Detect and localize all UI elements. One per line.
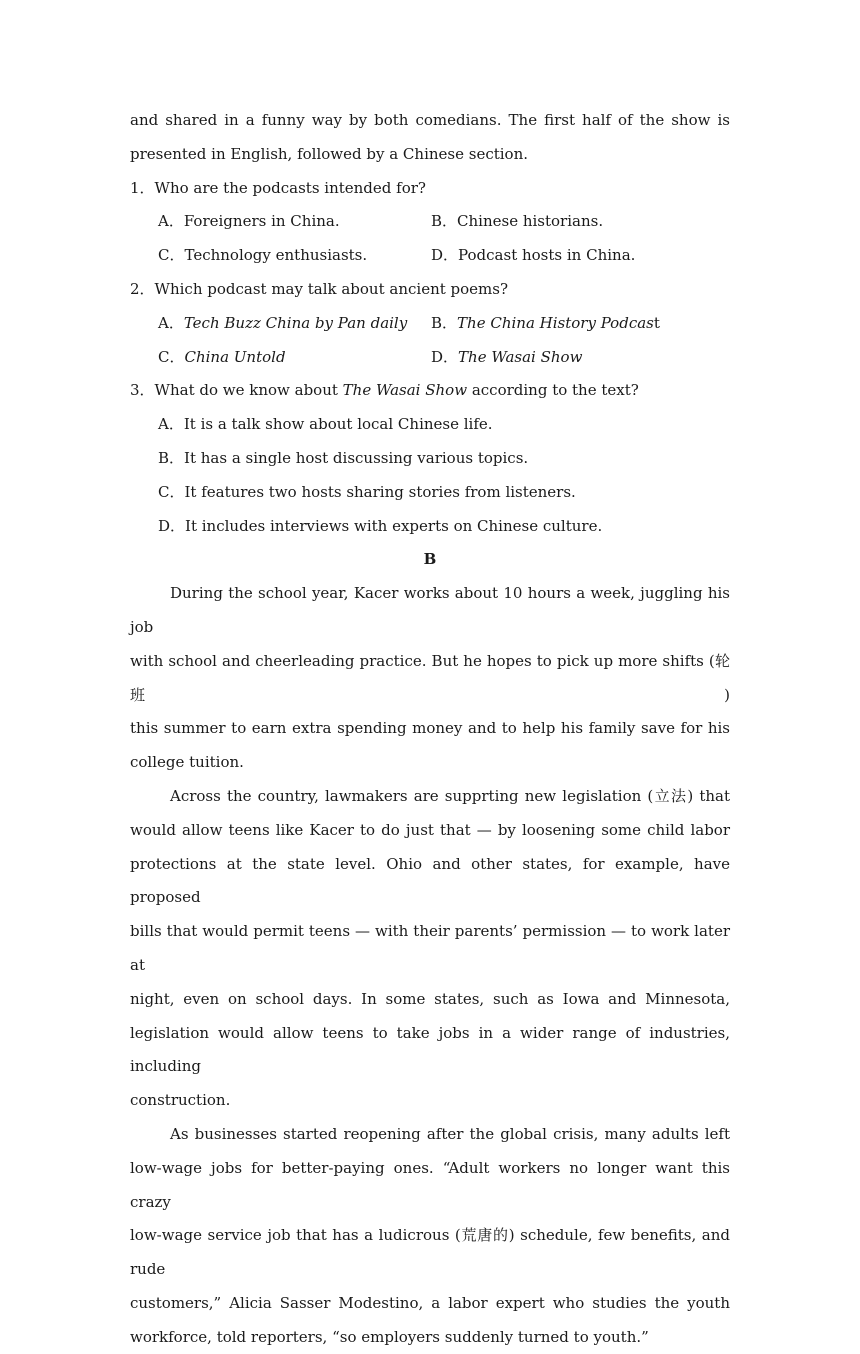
option-a — [158, 307, 431, 341]
options-row — [130, 307, 730, 341]
paragraph-line: customers,” Alicia Sasser Modestino, a labor expert who studies the youth — [130, 1293, 730, 1312]
option-a — [130, 408, 730, 442]
paragraph-line: During the school year, Kacer works about 10 hours a week, juggling his job — [130, 584, 730, 636]
option-d — [431, 239, 635, 273]
option-text: Technology enthusiasts. — [184, 246, 368, 265]
document-page — [130, 104, 730, 1354]
paragraph-line: night, even on school days. In some states, such as Iowa and Minnesota, — [130, 989, 730, 1008]
paragraph-line: construction. — [130, 1091, 231, 1110]
option-d — [130, 510, 730, 544]
option-letter: A． — [158, 313, 184, 332]
option-text: Podcast hosts in China. — [458, 246, 636, 265]
question-3 — [130, 374, 730, 408]
options-row — [130, 341, 730, 375]
question-number: 1． — [130, 178, 155, 197]
paragraph-line: low-wage jobs for better-paying ones. “Adult workers no longer want this crazy — [130, 1158, 730, 1211]
option-a — [158, 205, 431, 239]
option-d — [431, 341, 582, 375]
option-text: China Untold — [184, 347, 286, 366]
question-text: What do we know about — [154, 381, 343, 400]
section-heading: B — [423, 550, 437, 569]
option-c — [158, 239, 431, 273]
option-text: The China History Podcas — [457, 313, 654, 332]
option-text: It includes interviews with experts on Chinese culture. — [185, 516, 603, 535]
option-letter: D． — [158, 516, 186, 535]
option-text: Foreigners in China. — [183, 212, 340, 231]
option-text: Chinese historians. — [457, 212, 604, 231]
options-row — [130, 205, 730, 239]
option-text-tail: t — [653, 313, 660, 332]
question-number: 2． — [130, 279, 155, 298]
paragraph-line: this summer to earn extra spending money and to help his family save for his — [130, 719, 730, 738]
option-letter: C． — [158, 347, 185, 366]
option-letter: D． — [431, 347, 459, 366]
option-letter: D． — [431, 246, 459, 265]
question-text: Who are the podcasts intended for? — [154, 178, 426, 197]
paragraph-line: with school and cheerleading practice. But he hopes to pick up more shifts (轮班) — [130, 651, 730, 704]
question-2 — [130, 273, 730, 307]
paragraph-line: workforce, told reporters, “so employers suddenly turned to youth.” — [130, 1327, 649, 1346]
options-row — [130, 239, 730, 273]
paragraph-line: legislation would allow teens to take jobs in a wider range of industries, including — [130, 1023, 730, 1076]
paragraph-line: Across the country, lawmakers are supprting new legislation (立法) that — [170, 786, 730, 805]
option-letter: C． — [158, 482, 185, 501]
option-text: Tech Buzz China by Pan daily — [183, 313, 408, 332]
question-text: according to the text? — [467, 381, 639, 400]
question-text: Which podcast may talk about ancient poems? — [154, 279, 508, 298]
option-letter: B． — [431, 313, 458, 332]
passage-a-line: presented in English, followed by a Chinese section. — [130, 144, 529, 163]
option-c — [158, 341, 431, 375]
option-text: It is a talk show about local Chinese life. — [183, 415, 493, 434]
option-letter: B． — [158, 448, 185, 467]
paragraph-line: low-wage service job that has a ludicrous (荒唐的) schedule, few benefits, and rude — [130, 1226, 730, 1279]
paragraph-line: bills that would permit teens — with their parents’ permission — to work later at — [130, 922, 730, 974]
paragraph-line: As businesses started reopening after the global crisis, many adults left — [170, 1124, 730, 1143]
question-number: 3． — [130, 381, 155, 400]
option-c — [130, 476, 730, 510]
option-b — [431, 205, 603, 239]
option-b — [130, 442, 730, 476]
paragraph-line: protections at the state level. Ohio and other states, for example, have proposed — [130, 854, 730, 907]
option-letter: A． — [158, 212, 184, 231]
paragraph-line: college tuition. — [130, 753, 244, 772]
option-b — [431, 307, 660, 341]
option-text: The Wasai Show — [458, 347, 583, 366]
passage-a-line: and shared in a funny way by both comedians. The first half of the show is — [130, 111, 730, 129]
option-letter: A． — [158, 415, 184, 434]
paragraph-line: would allow teens like Kacer to do just that — by loosening some child labor — [130, 820, 730, 839]
question-text-italic: The Wasai Show — [342, 381, 468, 400]
option-text: It has a single host discussing various topics. — [184, 448, 529, 467]
option-letter: C． — [158, 246, 185, 265]
option-text: It features two hosts sharing stories from listeners. — [184, 482, 576, 501]
question-1 — [130, 172, 730, 206]
option-letter: B． — [431, 212, 458, 231]
